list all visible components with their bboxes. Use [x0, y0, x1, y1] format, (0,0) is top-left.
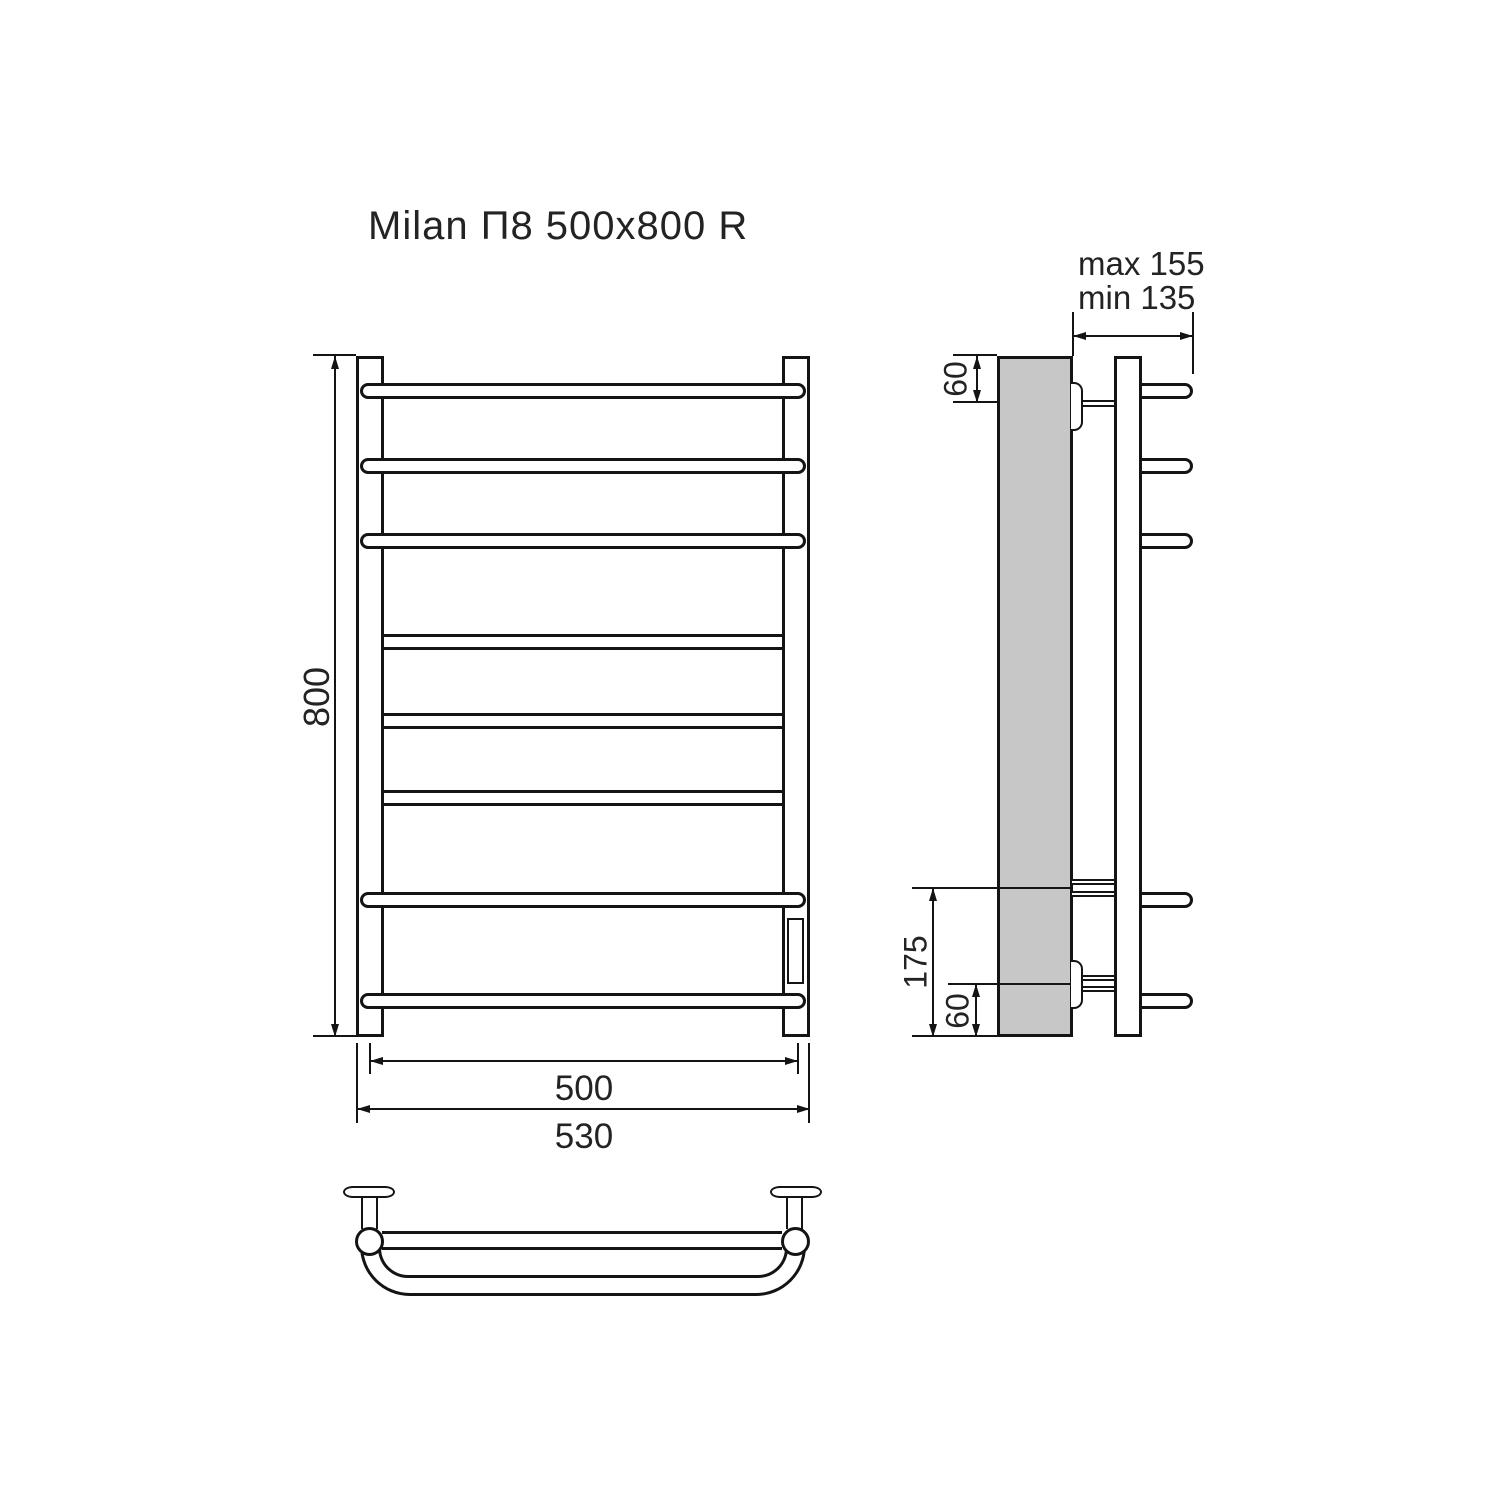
dimension-label-175: 175 — [897, 935, 934, 989]
dimension-line-530 — [357, 1108, 810, 1110]
extension-line — [1192, 312, 1194, 374]
arrowhead-right — [1180, 332, 1193, 340]
dimension-label-60-top: 60 — [937, 361, 974, 397]
heating-element-box — [787, 918, 804, 984]
front-bar-pill — [360, 993, 806, 1009]
top-view-rail-circle — [355, 1227, 384, 1256]
extension-line — [948, 983, 1070, 985]
arrowhead-right — [785, 1057, 798, 1065]
front-bar-flat — [384, 634, 782, 650]
arrowhead-left — [357, 1105, 370, 1113]
connection-pipe — [1072, 891, 1114, 897]
dimension-label-60-bottom: 60 — [939, 993, 976, 1029]
connection-pipe — [1083, 400, 1114, 407]
top-view-stem — [786, 1196, 803, 1229]
drawing-title: Milan П8 500x800 R — [368, 204, 749, 248]
top-view-stem — [361, 1196, 378, 1229]
dimension-label-800: 800 — [296, 666, 337, 728]
top-view-flange — [343, 1186, 395, 1198]
top-view-rail-circle — [781, 1227, 810, 1256]
front-bar-flat — [384, 713, 782, 729]
wall-bracket — [1071, 960, 1083, 1009]
wall-bracket — [1071, 382, 1083, 431]
arrowhead-up — [331, 356, 339, 369]
extension-line — [912, 1035, 997, 1037]
top-view-straight-bar — [382, 1231, 782, 1250]
connection-pipe — [1083, 975, 1114, 981]
dimension-label-depth-min: min 135 — [1078, 279, 1196, 316]
side-bar-end — [1142, 892, 1193, 908]
side-bar-end — [1142, 533, 1193, 549]
dimension-label-500: 500 — [554, 1069, 614, 1108]
connection-pipe — [1072, 879, 1114, 885]
front-bar-pill — [360, 533, 806, 549]
wall-section — [997, 356, 1073, 1037]
dimension-label-depth-max: max 155 — [1078, 245, 1205, 282]
arrowhead-down — [331, 1024, 339, 1037]
front-bar-flat — [384, 790, 782, 806]
side-bar-end — [1142, 993, 1193, 1009]
top-view-flange — [770, 1186, 822, 1198]
arrowhead-left — [370, 1057, 383, 1065]
front-bar-pill — [360, 892, 806, 908]
arrowhead-down — [929, 1024, 937, 1037]
side-rail — [1114, 356, 1142, 1037]
side-bar-end — [1142, 458, 1193, 474]
side-bar-end — [1142, 383, 1193, 399]
arrowhead-left — [1073, 332, 1086, 340]
front-bar-pill — [360, 458, 806, 474]
arrowhead-up — [929, 888, 937, 901]
dimension-line-depth — [1073, 335, 1193, 337]
dimension-line-500 — [370, 1060, 798, 1062]
arrowhead-right — [797, 1105, 810, 1113]
front-bar-pill — [360, 383, 806, 399]
dimension-label-530: 530 — [554, 1117, 614, 1156]
connection-pipe — [1083, 986, 1114, 992]
